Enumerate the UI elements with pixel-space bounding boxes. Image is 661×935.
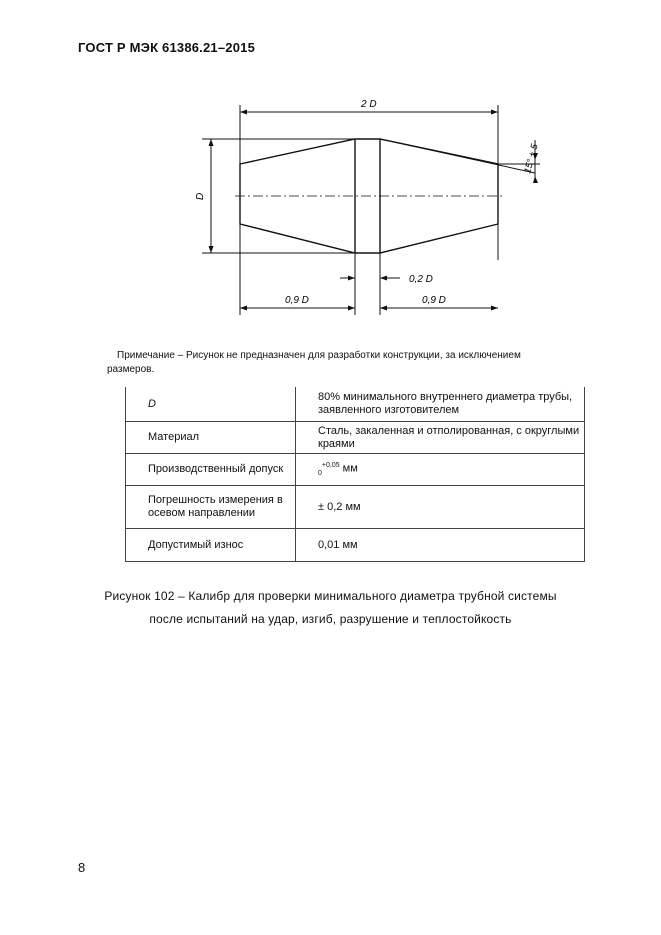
spec-table xyxy=(125,387,585,562)
table-row xyxy=(126,387,585,422)
figure-note: Примечание – Рисунок не предназначен для разработки конструкции, за исключением xyxy=(117,350,521,361)
param-cell: Допустимый износ xyxy=(126,529,296,562)
value-cell: $_0^{+0,05}$ мм xyxy=(296,454,585,486)
dim-2d-label: 2 D xyxy=(361,99,377,110)
figure-caption-line2: после испытаний на удар, изгиб, разрушение и теплостойкость xyxy=(149,612,512,626)
table-row xyxy=(126,454,585,486)
dim-left-09d-label: 0,9 D xyxy=(285,295,309,306)
dim-d-label: D xyxy=(195,192,206,200)
param-cell: Производственный допуск xyxy=(126,454,296,486)
gauge-drawing xyxy=(185,90,565,320)
value-cell: 80% минимального внутреннего диаметра трубы, заявленного изготовителем xyxy=(296,387,585,422)
dim-gap-label: 0,2 D xyxy=(409,274,433,285)
param-cell: Материал xyxy=(126,422,296,454)
table-row xyxy=(126,486,585,529)
param-cell: D xyxy=(126,387,296,422)
page-number: 8 xyxy=(78,860,86,875)
figure-note-continuation: размеров. xyxy=(107,364,155,375)
value-cell: Сталь, закаленная и отполированная, с округлыми краями xyxy=(296,422,585,454)
dim-right-09d-label: 0,9 D xyxy=(422,295,446,306)
dim-angle-label: 15° ± 5 xyxy=(522,142,541,175)
table-row xyxy=(126,529,585,562)
document-header: ГОСТ Р МЭК 61386.21–2015 xyxy=(78,40,256,55)
param-cell: Погрешность измерения в осевом направлении xyxy=(126,486,296,529)
table-row xyxy=(126,422,585,454)
figure-caption-line1: Рисунок 102 – Калибр для проверки минимального диаметра трубной системы xyxy=(104,589,557,603)
value-cell: 0,01 мм xyxy=(296,529,585,562)
value-cell: ± 0,2 мм xyxy=(296,486,585,529)
